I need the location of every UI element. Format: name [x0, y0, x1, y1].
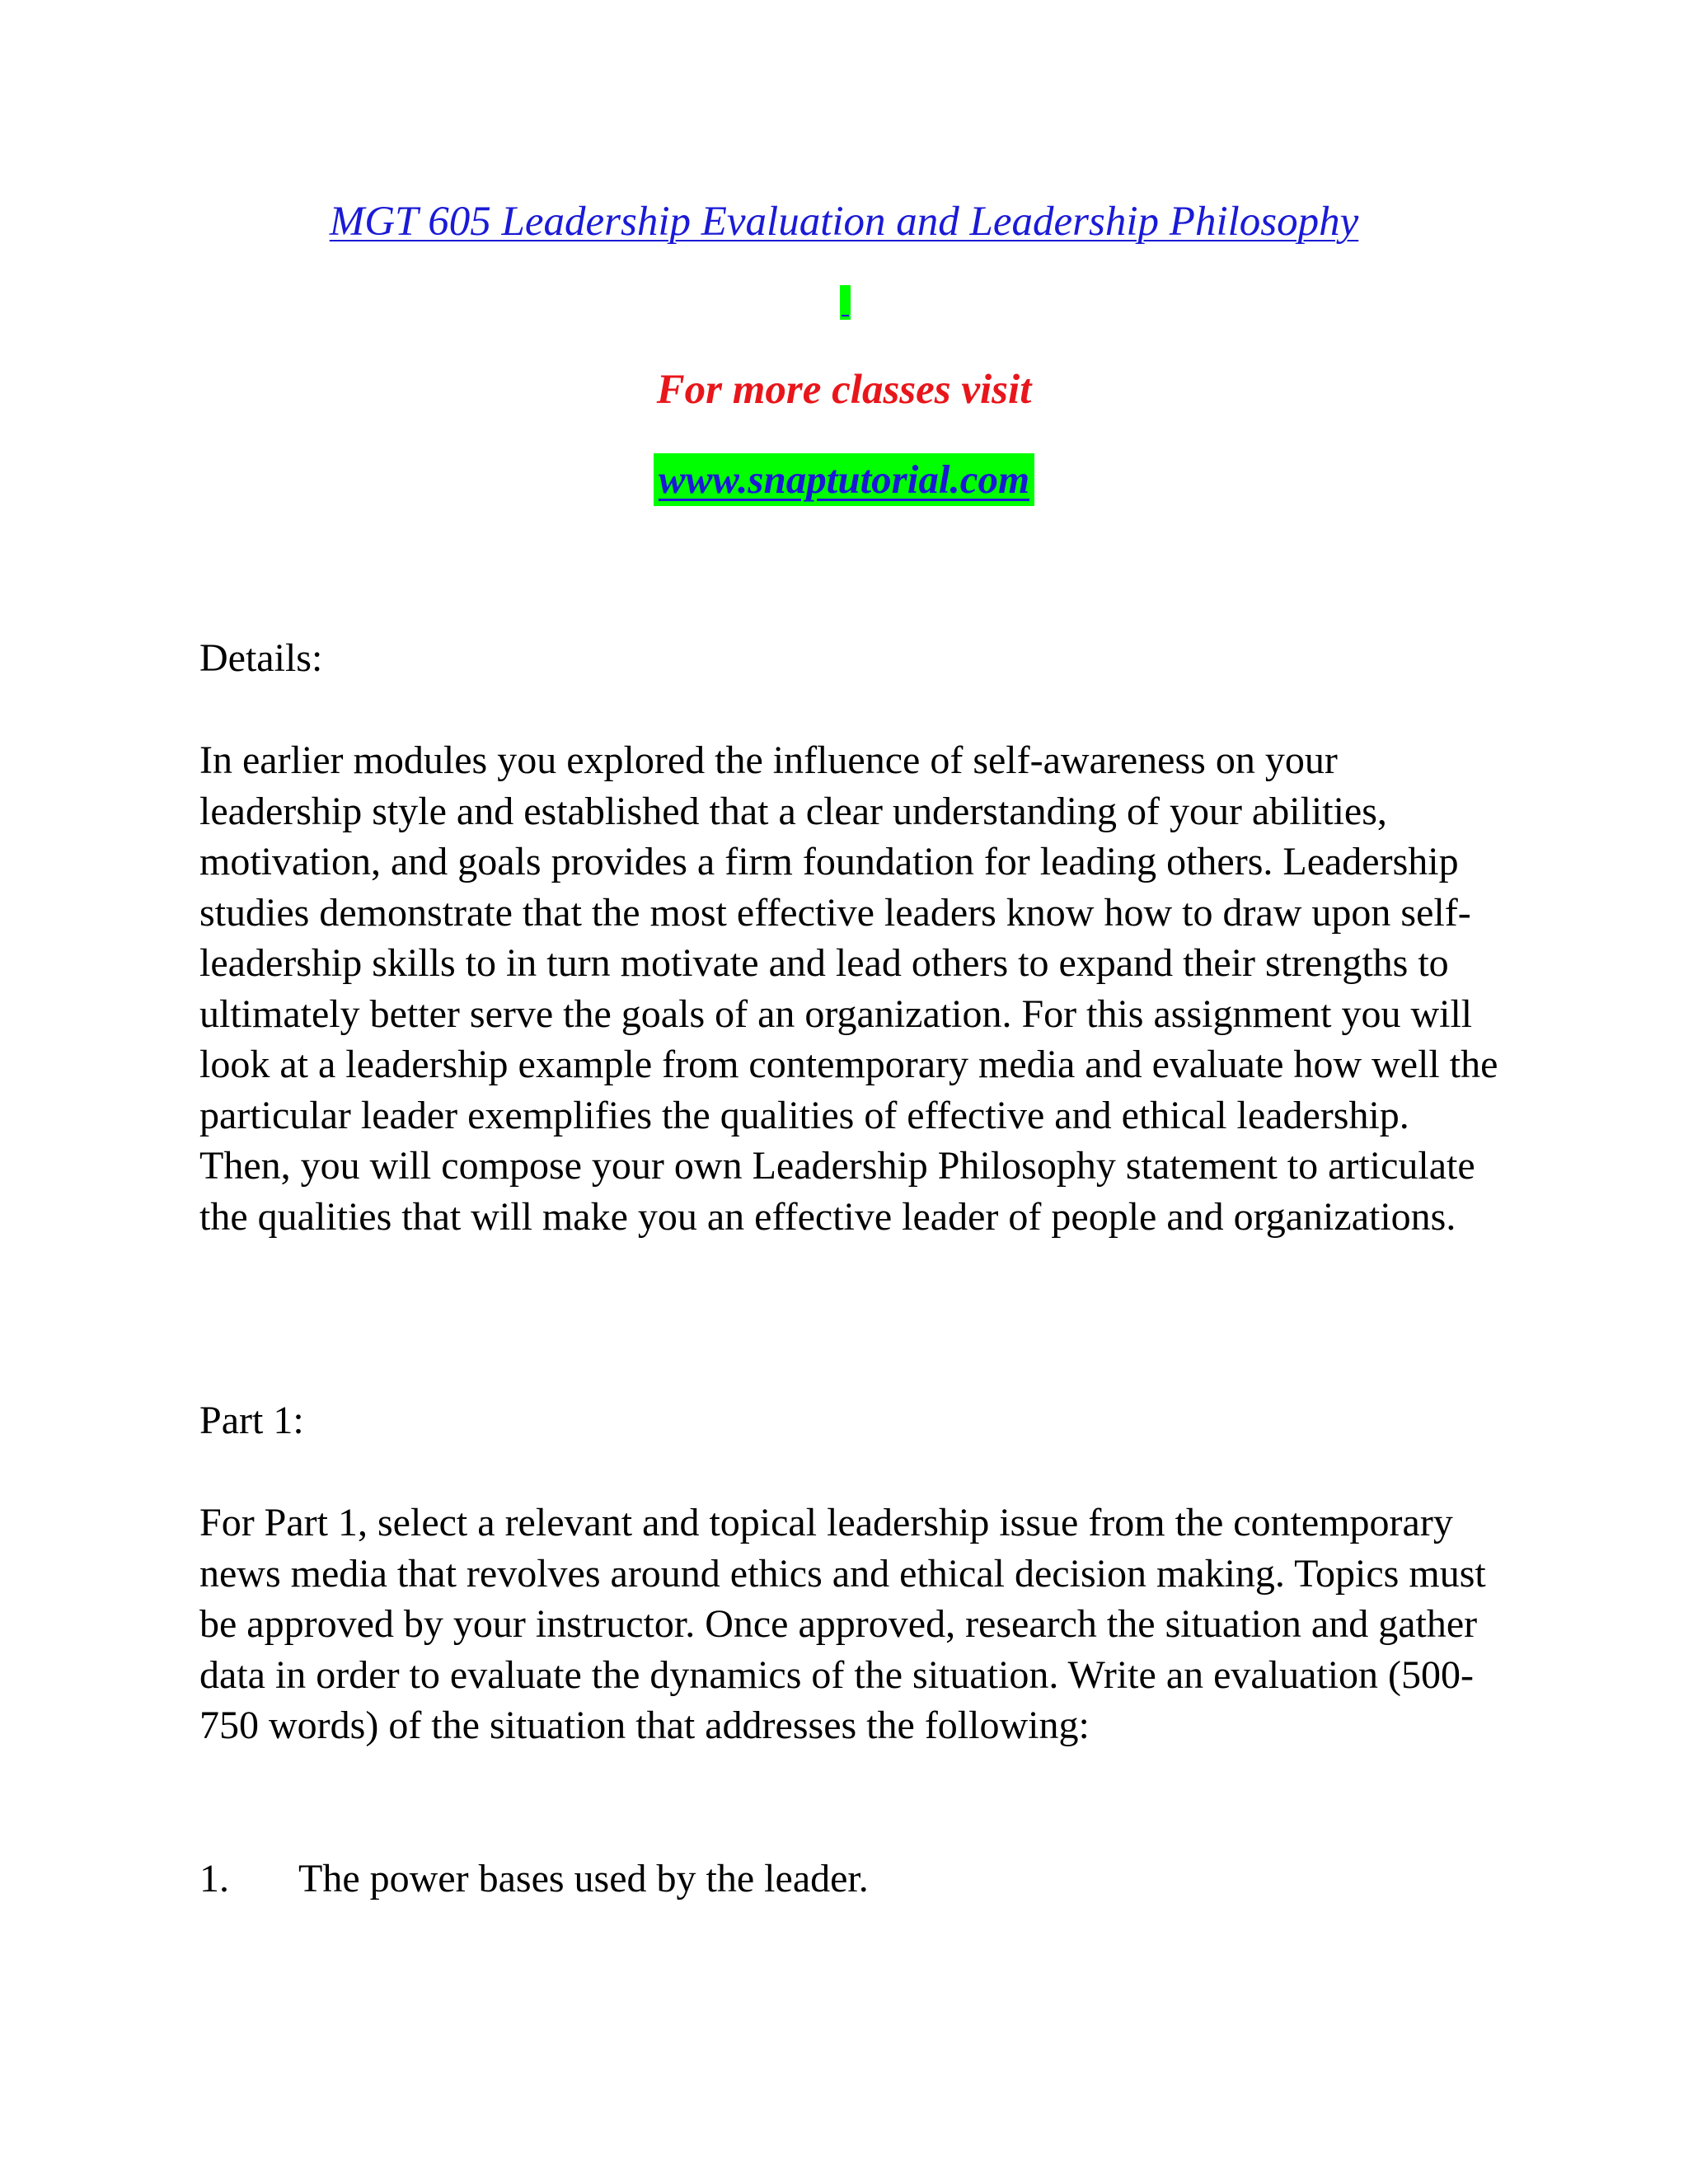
details-heading: Details:: [199, 636, 323, 680]
part1-heading: Part 1:: [199, 1399, 304, 1442]
list-item-number: 1.: [199, 1857, 229, 1900]
website-link[interactable]: www.snaptutorial.com: [654, 453, 1034, 506]
website-link-container: [0, 453, 1688, 516]
list-item: [199, 1854, 1502, 1905]
promo-text: For more classes visit: [656, 367, 1032, 413]
list-item-text: The power bases used by the leader.: [298, 1857, 869, 1900]
highlighted-link-marker[interactable]: [840, 285, 851, 320]
intro-paragraph: In earlier modules you explored the influence of self-awareness on your leadership style and established that a clear understanding of your abilities, motivation, and goals provides a firm foundation for leading others. Leadership studies demonstrate that the most effective leaders know how to draw upon self-leadership skills to in turn motivate and lead others to expand their strengths to ultimately better serve the goals of an organization. For this assignment you will look at a leadership example from contemporary media and evaluate how well the particular leader exemplifies the qualities of effective and ethical leadership. Then, you will compose your own Leadership Philosophy statement to articulate the qualities that will make you an effective leader of people and organizations.: [199, 738, 1498, 1239]
document-title-link[interactable]: MGT 605 Leadership Evaluation and Leadership Philosophy: [329, 199, 1359, 245]
part1-paragraph: For Part 1, select a relevant and topical leadership issue from the contemporary news media that revolves around ethics and ethical decision making. Topics must be approved by your instructor. Once approved, research the situation and gather data in order to evaluate the dynamics of the situation. Write an evaluation (500-750 words) of the situation that addresses the following:: [199, 1501, 1486, 1747]
